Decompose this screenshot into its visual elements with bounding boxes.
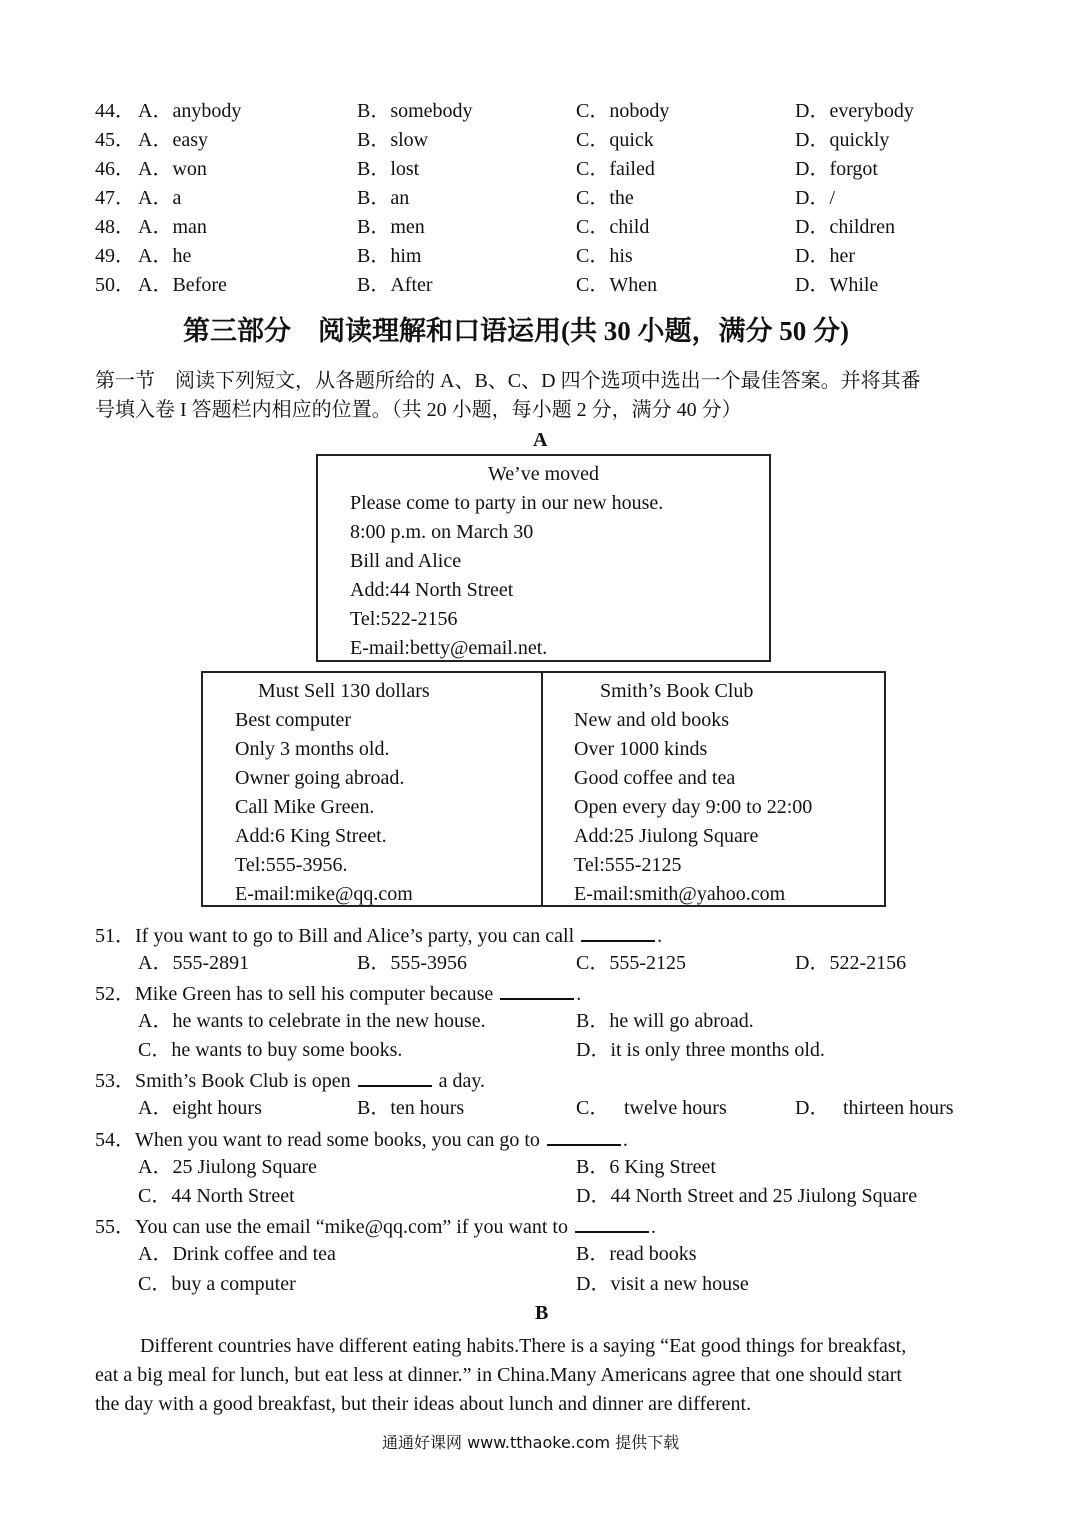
bookclub-ad-line: E-mail:smith@yahoo.com (574, 883, 786, 905)
option-a: A．he (138, 245, 192, 267)
passage-b-line3: the day with a good breakfast, but their ideas about lunch and dinner are different. (95, 1393, 752, 1415)
option-row-46 (0, 157, 1087, 186)
option-b: B．555-3956 (357, 952, 467, 974)
option-d: D．everybody (795, 100, 914, 122)
option-a: A．555-2891 (138, 952, 250, 974)
computer-ad-line: Only 3 months old. (235, 738, 390, 760)
answer-blank (575, 1213, 649, 1233)
computer-ad-line: Call Mike Green. (235, 796, 375, 818)
computer-ad-line: Tel:555-3956. (235, 854, 348, 876)
answer-blank (358, 1067, 432, 1087)
option-row-50 (0, 273, 1087, 302)
question-54-stem (95, 1126, 628, 1152)
question-text: Smith’s Book Club is open (135, 1070, 351, 1092)
option-b: B．lost (357, 158, 420, 180)
option-d: D．it is only three months old. (576, 1039, 825, 1061)
notice-line: Tel:522-2156 (350, 608, 458, 630)
page-footer: 通通好课网 www.tthaoke.com 提供下载 (382, 1433, 680, 1452)
ads-table (201, 671, 886, 907)
question-55-options-row1 (0, 1242, 1087, 1271)
question-text: If you want to go to Bill and Alice’s party, you can call (135, 925, 575, 947)
passage-a-label: A (533, 429, 548, 451)
notice-line: Add:44 North Street (350, 579, 514, 601)
question-end: . (650, 1216, 656, 1238)
option-row-44 (0, 99, 1087, 128)
option-d: D．children (795, 216, 895, 238)
option-b: B．ten hours (357, 1097, 465, 1119)
option-d: D．522-2156 (795, 952, 907, 974)
option-c: C．he wants to buy some books. (138, 1039, 403, 1061)
notice-line: 8:00 p.m. on March 30 (350, 521, 534, 543)
question-number: 50． (95, 274, 135, 296)
part3-title: 第三部分 阅读理解和口语运用(共 30 小题，满分 50 分) (183, 316, 849, 346)
question-number: 51． (95, 925, 135, 947)
option-b: B．read books (576, 1243, 697, 1265)
question-number: 45． (95, 129, 135, 151)
option-b: B．an (357, 187, 410, 209)
option-row-45 (0, 128, 1087, 157)
option-c-letter: C． (576, 1097, 610, 1119)
option-c: C．nobody (576, 100, 670, 122)
question-number: 46． (95, 158, 135, 180)
passage-b-label: B (535, 1302, 549, 1324)
option-a: A．easy (138, 129, 208, 151)
question-52-stem (95, 980, 581, 1006)
question-number: 49． (95, 245, 135, 267)
option-d-text: thirteen hours (843, 1097, 954, 1119)
bookclub-ad-heading: Smith’s Book Club (600, 680, 754, 702)
option-d: D．While (795, 274, 879, 296)
option-d: D．/ (795, 187, 835, 209)
option-c: C．quick (576, 129, 654, 151)
answer-blank (581, 922, 655, 942)
option-c: C．child (576, 216, 650, 238)
question-end: . (576, 983, 582, 1005)
option-c: C．When (576, 274, 658, 296)
option-b: B．he will go abroad. (576, 1010, 754, 1032)
computer-ad-heading: Must Sell 130 dollars (258, 680, 430, 702)
question-text: When you want to read some books, you can go to (135, 1129, 540, 1151)
option-b: B．6 King Street (576, 1156, 716, 1178)
bookclub-ad-line: Tel:555-2125 (574, 854, 682, 876)
option-c: C．his (576, 245, 633, 267)
bookclub-ad-line: Add:25 Jiulong Square (574, 825, 759, 847)
option-d-letter: D． (795, 1097, 830, 1119)
option-c: C．the (576, 187, 634, 209)
question-number: 48． (95, 216, 135, 238)
question-52-options-row2 (0, 1038, 1087, 1067)
notice-heading: We’ve moved (487, 463, 600, 485)
question-number: 52． (95, 983, 135, 1005)
question-55-options-row2 (0, 1272, 1087, 1301)
question-number: 54． (95, 1129, 135, 1151)
answer-blank (547, 1126, 621, 1146)
option-b: B．somebody (357, 100, 473, 122)
passage-b-line2: eat a big meal for lunch, but eat less at dinner.” in China.Many Americans agree that one should start (95, 1364, 902, 1386)
option-a: A．he wants to celebrate in the new house. (138, 1010, 486, 1032)
option-a: A．25 Jiulong Square (138, 1156, 317, 1178)
notice-line: Bill and Alice (350, 550, 462, 572)
question-end: a day. (438, 1070, 486, 1092)
option-d: D．quickly (795, 129, 890, 151)
option-row-48 (0, 215, 1087, 244)
option-d: D．visit a new house (576, 1273, 749, 1295)
computer-ad-line: Owner going abroad. (235, 767, 405, 789)
option-c: C．buy a computer (138, 1273, 296, 1295)
passage-b-line1: Different countries have different eating habits.There is a saying “Eat good things for breakfast, (140, 1335, 907, 1357)
question-end: . (657, 925, 663, 947)
option-b: B．him (357, 245, 422, 267)
option-a: A．Before (138, 274, 227, 296)
option-a: A．Drink coffee and tea (138, 1243, 336, 1265)
question-51-stem (95, 922, 662, 948)
answer-blank (500, 980, 574, 1000)
question-52-options-row1 (0, 1009, 1087, 1038)
option-row-49 (0, 244, 1087, 273)
notice-line: Please come to party in our new house. (350, 492, 664, 514)
notice-line: E-mail:betty@email.net. (350, 637, 548, 659)
question-53-options (0, 1096, 1087, 1125)
bookclub-ad-line: New and old books (574, 709, 729, 731)
question-55-stem (95, 1213, 656, 1239)
bookclub-ad-line: Over 1000 kinds (574, 738, 708, 760)
question-51-options (0, 951, 1087, 980)
option-d: D．forgot (795, 158, 878, 180)
question-54-options-row1 (0, 1155, 1087, 1184)
notice-moved-box (316, 454, 771, 662)
option-a: A．man (138, 216, 207, 238)
section1-instructions-line2: 号填入卷 I 答题栏内相应的位置。（共 20 小题，每小题 2 分，满分 40 分） (95, 399, 742, 421)
option-b: B．men (357, 216, 425, 238)
question-number: 47． (95, 187, 135, 209)
option-a: A．eight hours (138, 1097, 262, 1119)
bookclub-ad-line: Open every day 9:00 to 22:00 (574, 796, 813, 818)
option-c-text: twelve hours (624, 1097, 727, 1119)
option-b: B．After (357, 274, 433, 296)
option-c: C．44 North Street (138, 1185, 295, 1207)
question-54-options-row2 (0, 1184, 1087, 1213)
computer-ad-line: Add:6 King Street. (235, 825, 387, 847)
section1-instructions-line1: 第一节 阅读下列短文，从各题所给的 A、B、C、D 四个选项中选出一个最佳答案。并将其番 (95, 370, 921, 392)
question-53-stem (95, 1067, 485, 1093)
question-number: 55． (95, 1216, 135, 1238)
option-c: C．555-2125 (576, 952, 686, 974)
question-end: . (622, 1129, 628, 1151)
option-d: D．her (795, 245, 855, 267)
question-text: Mike Green has to sell his computer because (135, 983, 494, 1005)
question-text: You can use the email “mike@qq.com” if you want to (135, 1216, 568, 1238)
option-b: B．slow (357, 129, 429, 151)
option-a: A．anybody (138, 100, 242, 122)
ads-divider (541, 673, 543, 905)
computer-ad-line: E-mail:mike@qq.com (235, 883, 413, 905)
question-number: 53． (95, 1070, 135, 1092)
question-number: 44． (95, 100, 135, 122)
bookclub-ad-line: Good coffee and tea (574, 767, 736, 789)
option-d: D．44 North Street and 25 Jiulong Square (576, 1185, 918, 1207)
option-a: A．won (138, 158, 207, 180)
option-a: A．a (138, 187, 182, 209)
option-c: C．failed (576, 158, 655, 180)
option-row-47 (0, 186, 1087, 215)
computer-ad-line: Best computer (235, 709, 352, 731)
